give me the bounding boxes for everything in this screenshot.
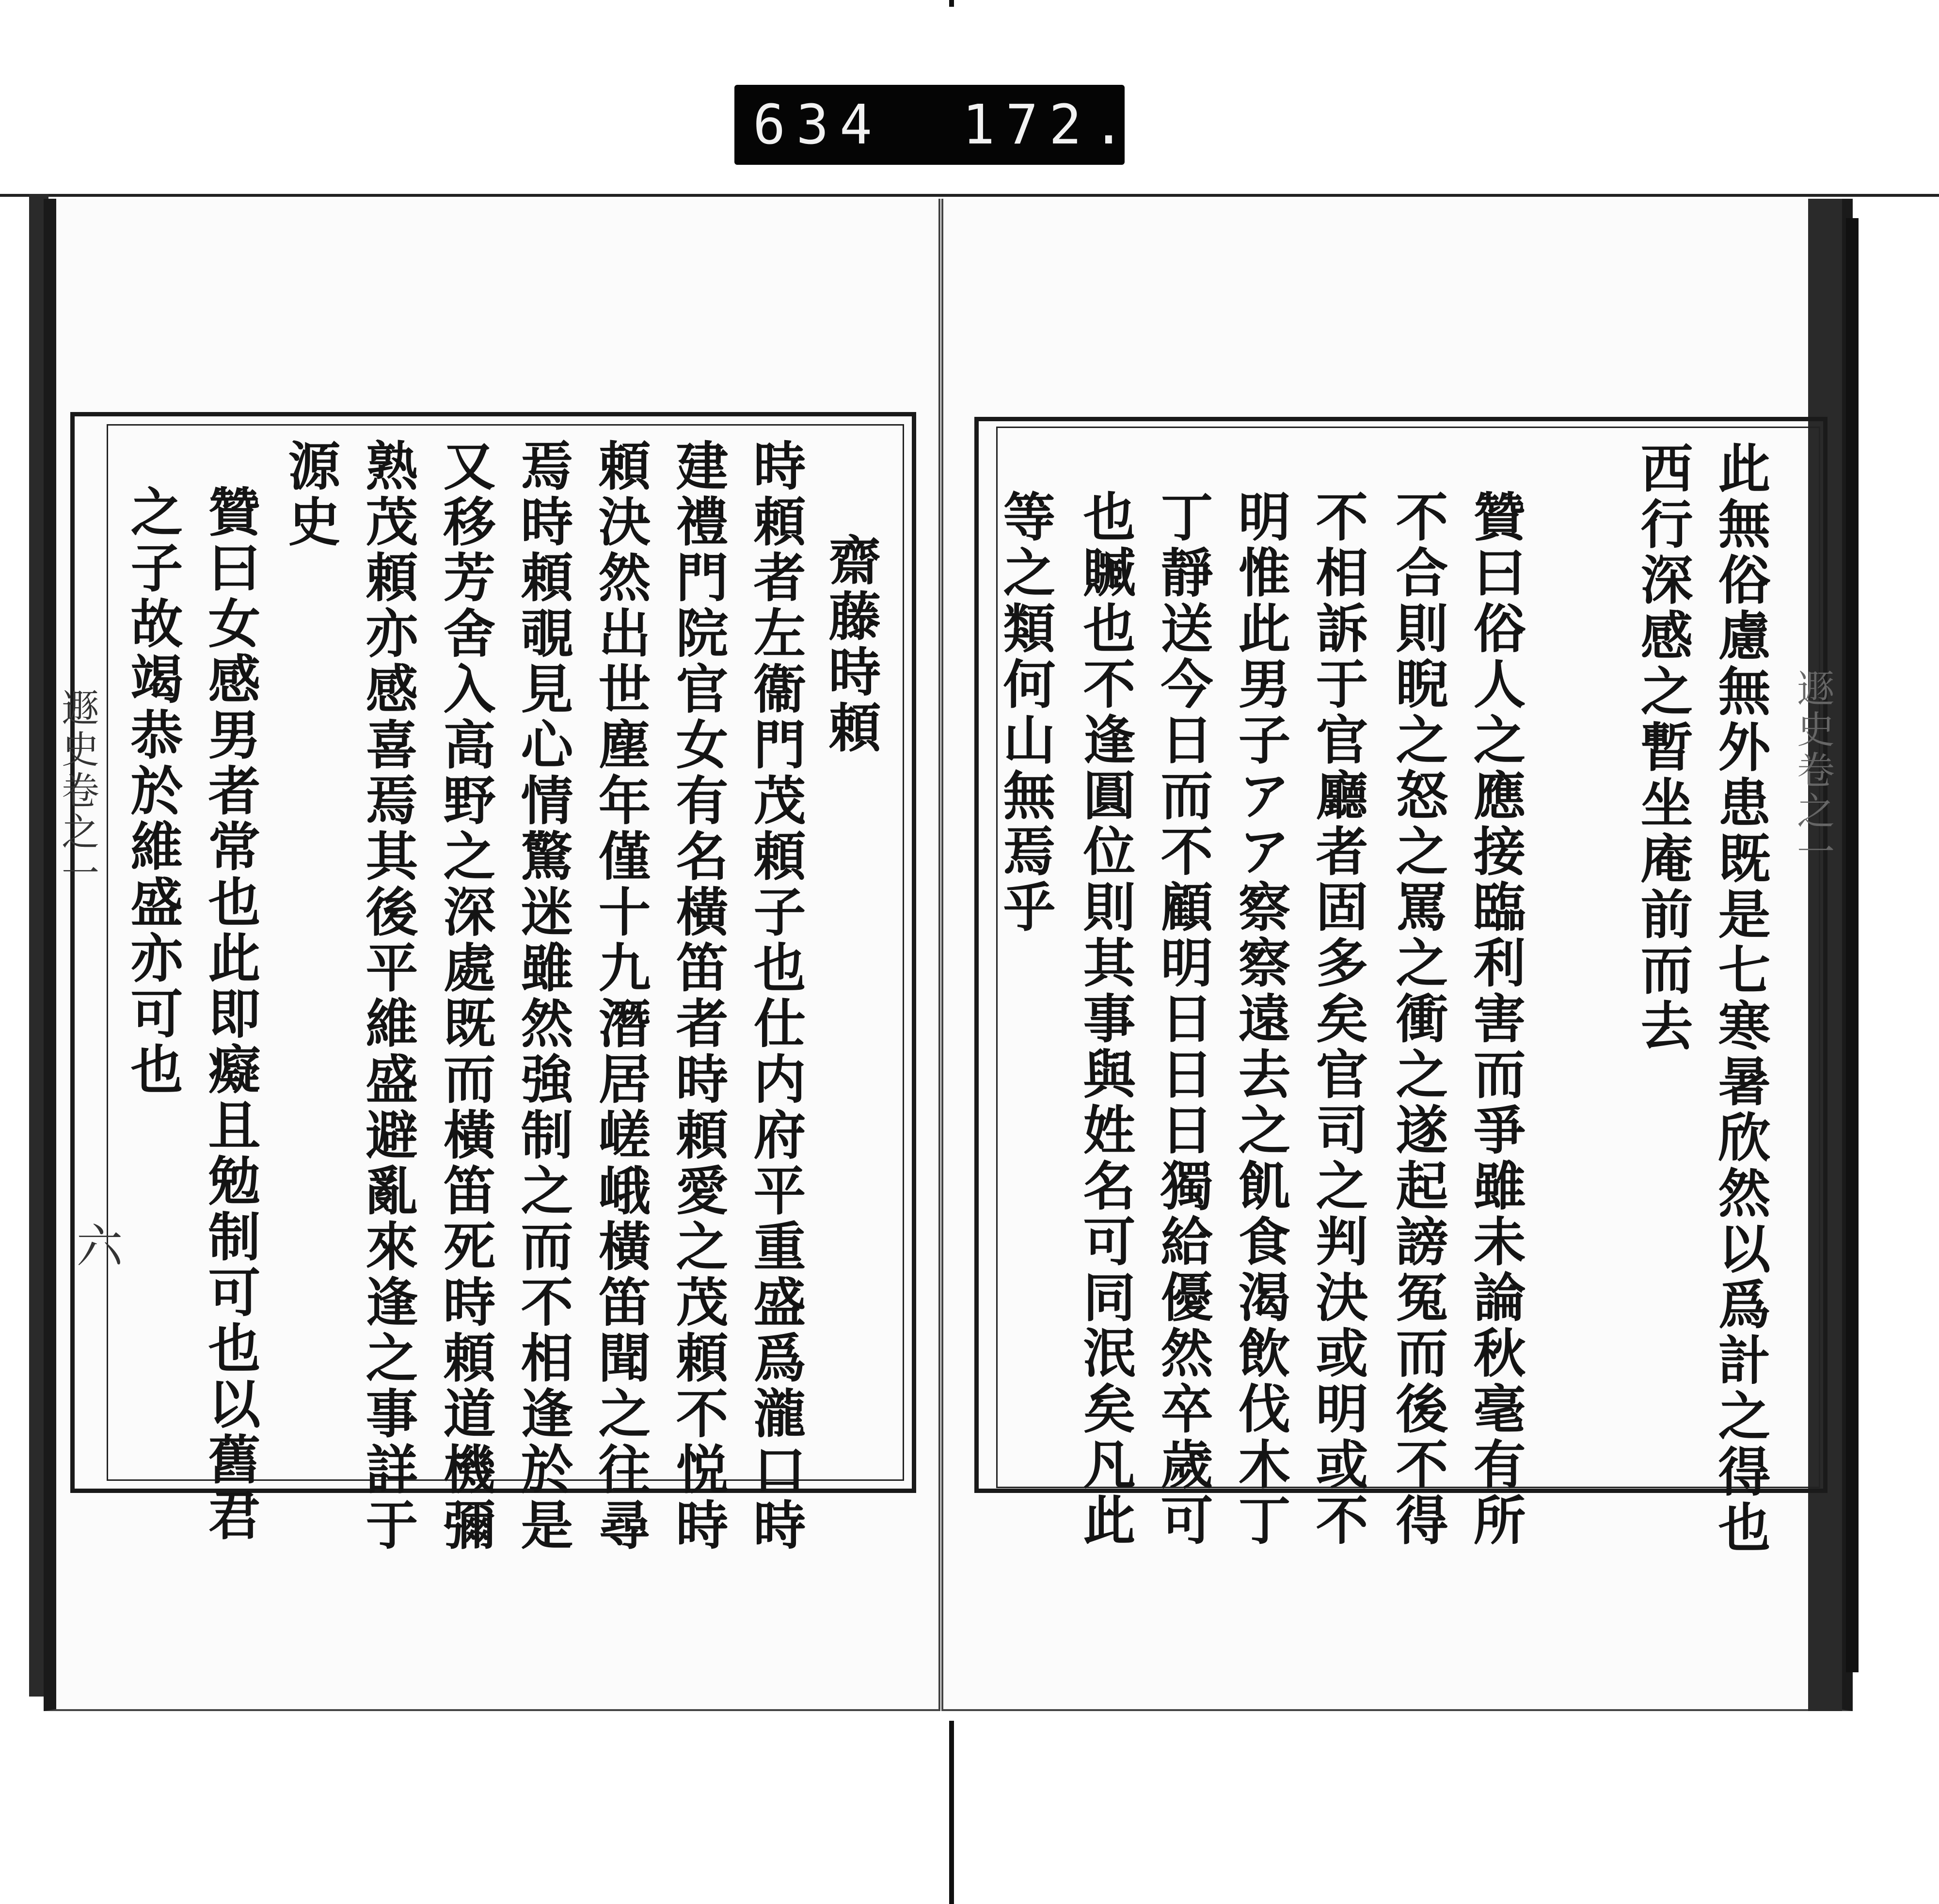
right-column-9: 等之類何山無焉乎 [994,490,1055,936]
right-page-header: 遯史卷之一 [1791,669,1834,873]
top-center-mark [949,0,954,7]
left-column-3: 頼決然出世塵年僅十九潛居嵯峨橫笛聞之往尋 [589,439,651,1554]
right-column-7: 丁靜送今日而不顧明日日日獨給優然卒歲可 [1152,490,1213,1549]
left-column-8: 贊曰女感男者常也此即癡且勉制可也以舊君 [199,485,260,1544]
left-column-9: 之子故竭恭於維盛亦可也 [122,485,183,1098]
right-column-1: 此無俗慮無外患既是七寒暑欣然以爲計之得也 [1709,441,1770,1556]
left-column-1: 時頼者左衞門茂頼子也仕内府平重盛爲瀧口時 [745,439,806,1554]
left-column-4: 焉時頼覗見心情驚迷雖然強制之而不相逢於是 [512,439,573,1554]
left-column-title: 齋藤時頼 [820,533,881,756]
right-column-5: 不相訴于官廳者固多矣官司之判決或明或不 [1307,490,1368,1549]
right-book-edge-shadow [1846,218,1859,1672]
film-frame-number: 172. [962,94,1136,157]
left-gutter-title: 遯史卷之一 [55,688,99,894]
film-number-label [734,85,1136,165]
left-column-6: 熟茂頼亦感喜焉其後平維盛避亂來逢之事詳于 [357,439,418,1554]
right-column-3: 贊曰俗人之應接臨利害而爭雖未論秋毫有所 [1464,490,1526,1549]
left-column-7: 源史 [279,439,340,550]
right-column-4: 不合則睨之怒之罵之衝之遂起謗冤而後不得 [1387,490,1448,1549]
left-column-2: 建禮門院官女有名橫笛者時頼愛之茂頼不悦時 [667,439,728,1554]
film-reel-number: 634 [753,94,883,157]
right-column-6: 明惟此男子アア察察遠去之飢食渴飲伐木丁 [1229,490,1290,1549]
left-page-number: 六 [69,1222,123,1271]
right-column-2: 西行深感之暫坐庵前而去 [1632,441,1693,1054]
center-divider [949,1721,954,1904]
left-column-5: 又移芳舍入高野之深處既而橫笛死時頼道機彌 [434,439,495,1554]
right-column-8: 也贓也不逢圓位則其事與姓名可同泯矣凡此 [1074,490,1135,1549]
